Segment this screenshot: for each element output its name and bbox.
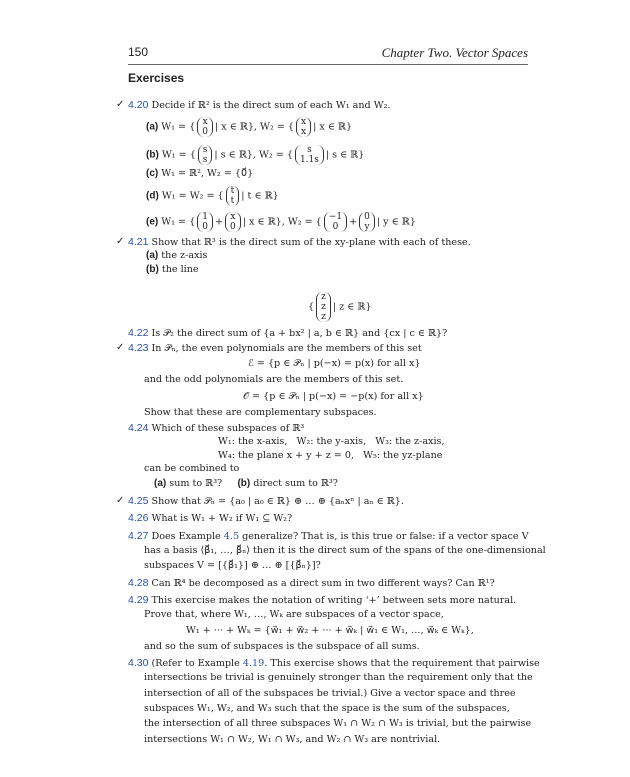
exercise-text: intersections W₁ ∩ W₂, W₁ ∩ W₃, and W₂ ∩ W₃ are nontrivial.	[144, 734, 441, 745]
exercise-text: Show that these are complementary subspaces.	[144, 407, 377, 418]
math-text: | y ∈ ℝ}	[376, 216, 416, 228]
column-vector: 0 y	[359, 212, 375, 232]
column-vector: z z z	[316, 292, 331, 322]
exercise-4-25	[128, 495, 404, 508]
section-title: Exercises	[128, 71, 185, 85]
subspace-list: W₄: the plane x + y + z = 0, W₅: the yz-plane	[218, 450, 443, 461]
display-math: ℰ = {p ∈ 𝒫ₙ | p(−x) = p(x) for all x}	[248, 358, 421, 369]
exercise-text: Can ℝ⁴ be decomposed as a direct sum in two different ways? Can ℝ¹?	[151, 578, 495, 589]
part-a	[146, 250, 207, 262]
exercise-number: 4.23	[128, 342, 149, 354]
running-header	[128, 44, 528, 65]
exercise-4-23	[128, 342, 422, 355]
part-label: (a)	[154, 478, 167, 489]
part-label: (a)	[146, 121, 159, 133]
exercise-text: Decide if ℝ² is the direct sum of each W₁ and W₂.	[151, 100, 391, 111]
column-vector: t t	[226, 186, 240, 206]
exercise-text: Show that ℝ³ is the direct sum of the xy-plane with each of these.	[151, 237, 471, 248]
exercise-text: Which of these subspaces of ℝ³	[151, 423, 305, 434]
math-text: | t ∈ ℝ}	[241, 190, 279, 202]
exercise-number: 4.24	[128, 422, 149, 434]
column-vector: s s	[198, 145, 213, 165]
subspace-list: W₁: the x-axis, W₂: the y-axis, W₃: the z-axis,	[218, 436, 445, 447]
math-text: | s ∈ ℝ}	[325, 149, 365, 161]
column-vector: s 1.1s	[295, 145, 324, 165]
exercise-4-27: 4.27 Does Example 4.5 generalize? That is, is this true or false: if a vector space V	[128, 530, 529, 542]
exercise-number: 4.25	[128, 495, 149, 507]
exercise-text: Prove that, where W₁, …, Wₖ are subspaces of a vector space,	[144, 609, 444, 620]
checkmark-icon: ✓	[116, 236, 125, 247]
checkmark-icon: ✓	[116, 495, 125, 506]
page-number: 150	[128, 45, 149, 59]
exercise-text: Is 𝒫₂ the direct sum of {a + bx² | a, b ∈ ℝ} and {cx | c ∈ ℝ}?	[151, 328, 448, 339]
exercise-number: 4.27	[128, 530, 149, 542]
exercise-text: the intersection of all three subspaces W₁ ∩ W₂ ∩ W₃ is trivial, but the pairwise	[144, 718, 532, 729]
math-text: | x ∈ ℝ}, W₂ = {	[214, 121, 295, 133]
exercise-number: 4.30	[128, 657, 149, 669]
exercise-text: intersection of all of the subspaces be trivial.) Give a vector space and three	[144, 688, 516, 699]
exercise-number: 4.29	[128, 594, 149, 606]
checkmark-icon: ✓	[116, 99, 125, 110]
exercise-text: has a basis ⟨β⃗₁, …, β⃗ₙ⟩ then it is the direct sum of the spans of the one-dimensional	[144, 545, 546, 556]
math-text: | x ∈ ℝ}, W₂ = {	[242, 216, 322, 228]
math-text: | s ∈ ℝ}, W₂ = {	[214, 149, 293, 161]
exercise-4-29	[128, 594, 516, 607]
exercise-4-28	[128, 577, 495, 590]
part-label: (e)	[146, 216, 159, 228]
display-math: W₁ + ··· + Wₖ = {w⃗₁ + w⃗₂ + ··· + w⃗ₖ | w⃗₁ ∈ W₁, …, w⃗ₖ ∈ Wₖ},	[186, 625, 474, 636]
exercise-text: and the odd polynomials are the members of this set.	[144, 374, 404, 385]
part-c	[146, 168, 253, 180]
part-b	[146, 264, 199, 276]
part-label: (b)	[237, 478, 251, 489]
math-text: W₁ = {	[161, 121, 196, 133]
exercise-text: What is W₁ + W₂ if W₁ ⊆ W₂?	[151, 513, 293, 524]
part-text: sum to ℝ³?	[169, 478, 223, 489]
exercise-text: intersections be trivial is genuinely stronger than the requirement only that the	[144, 672, 533, 683]
column-vector: x x	[296, 117, 311, 137]
display-math: {z z z| z ∈ ℝ}	[308, 292, 372, 322]
part-b	[146, 145, 364, 165]
exercise-4-21	[128, 236, 471, 249]
part-label: (c)	[146, 168, 159, 179]
exercise-text: subspaces W₁, W₂, and W₃ such that the space is the sum of the subspaces,	[144, 703, 510, 714]
exercise-4-24	[128, 422, 304, 435]
math-text: W₁ = {	[161, 149, 196, 161]
part-text: direct sum to ℝ³?	[253, 478, 338, 489]
exercise-text: In 𝒫ₙ, the even polynomials are the members of this set	[151, 343, 422, 354]
part-label: (b)	[146, 149, 159, 161]
display-math: 𝒪 = {p ∈ 𝒫ₙ | p(−x) = −p(x) for all x}	[243, 391, 424, 402]
exercise-text: Show that 𝒫ₙ = {a₀ | a₀ ∈ ℝ} ⊕ … ⊕ {aₙxⁿ | aₙ ∈ ℝ}.	[151, 496, 404, 507]
part-a	[146, 117, 352, 137]
exercise-number: 4.20	[128, 99, 149, 111]
exercise-text: can be combined to	[144, 463, 240, 474]
exercise-number: 4.21	[128, 236, 149, 248]
exercise-4-22	[128, 327, 447, 340]
part-e: (e) W₁ = { 1 0 + x 0 | x ∈ ℝ}, W₂ = { −1 0 + 0 y | y ∈ ℝ}	[146, 212, 416, 232]
part-text: the z-axis	[161, 250, 208, 261]
exercise-text: This exercise makes the notation of writing ‘+’ between sets more natural.	[151, 595, 517, 606]
column-vector: x 0	[197, 117, 213, 137]
exercise-number: 4.28	[128, 577, 149, 589]
column-vector: −1 0	[324, 212, 347, 232]
exercise-number: 4.22	[128, 327, 149, 339]
math-text: W₁ = ℝ², W₂ = {0⃗}	[161, 168, 254, 179]
exercise-4-30: 4.30 (Refer to Example 4.19. This exercise shows that the requirement that pairwise	[128, 657, 540, 669]
part-text: the line	[161, 264, 199, 275]
parts-row	[154, 478, 338, 490]
example-link[interactable]: 4.19	[242, 658, 265, 669]
math-text: W₁ = {	[161, 216, 196, 228]
part-d	[146, 186, 279, 206]
exercise-text: subspaces V = [{β⃗₁}] ⊕ … ⊕ [{β⃗ₙ}]?	[144, 560, 321, 571]
math-text: W₁ = W₂ = {	[161, 190, 224, 202]
column-vector: x 0	[225, 212, 241, 232]
column-vector: 1 0	[197, 212, 213, 232]
example-link[interactable]: 4.5	[223, 531, 240, 542]
part-label: (b)	[146, 264, 159, 275]
part-label: (a)	[146, 250, 159, 261]
exercise-number: 4.26	[128, 512, 149, 524]
exercise-4-26	[128, 512, 292, 525]
checkmark-icon: ✓	[116, 342, 125, 353]
math-text: | x ∈ ℝ}	[313, 121, 353, 133]
exercise-4-20	[128, 99, 391, 112]
exercise-text: and so the sum of subspaces is the subspace of all sums.	[144, 641, 420, 652]
chapter-title: Chapter Two. Vector Spaces	[381, 45, 528, 60]
part-label: (d)	[146, 190, 159, 202]
